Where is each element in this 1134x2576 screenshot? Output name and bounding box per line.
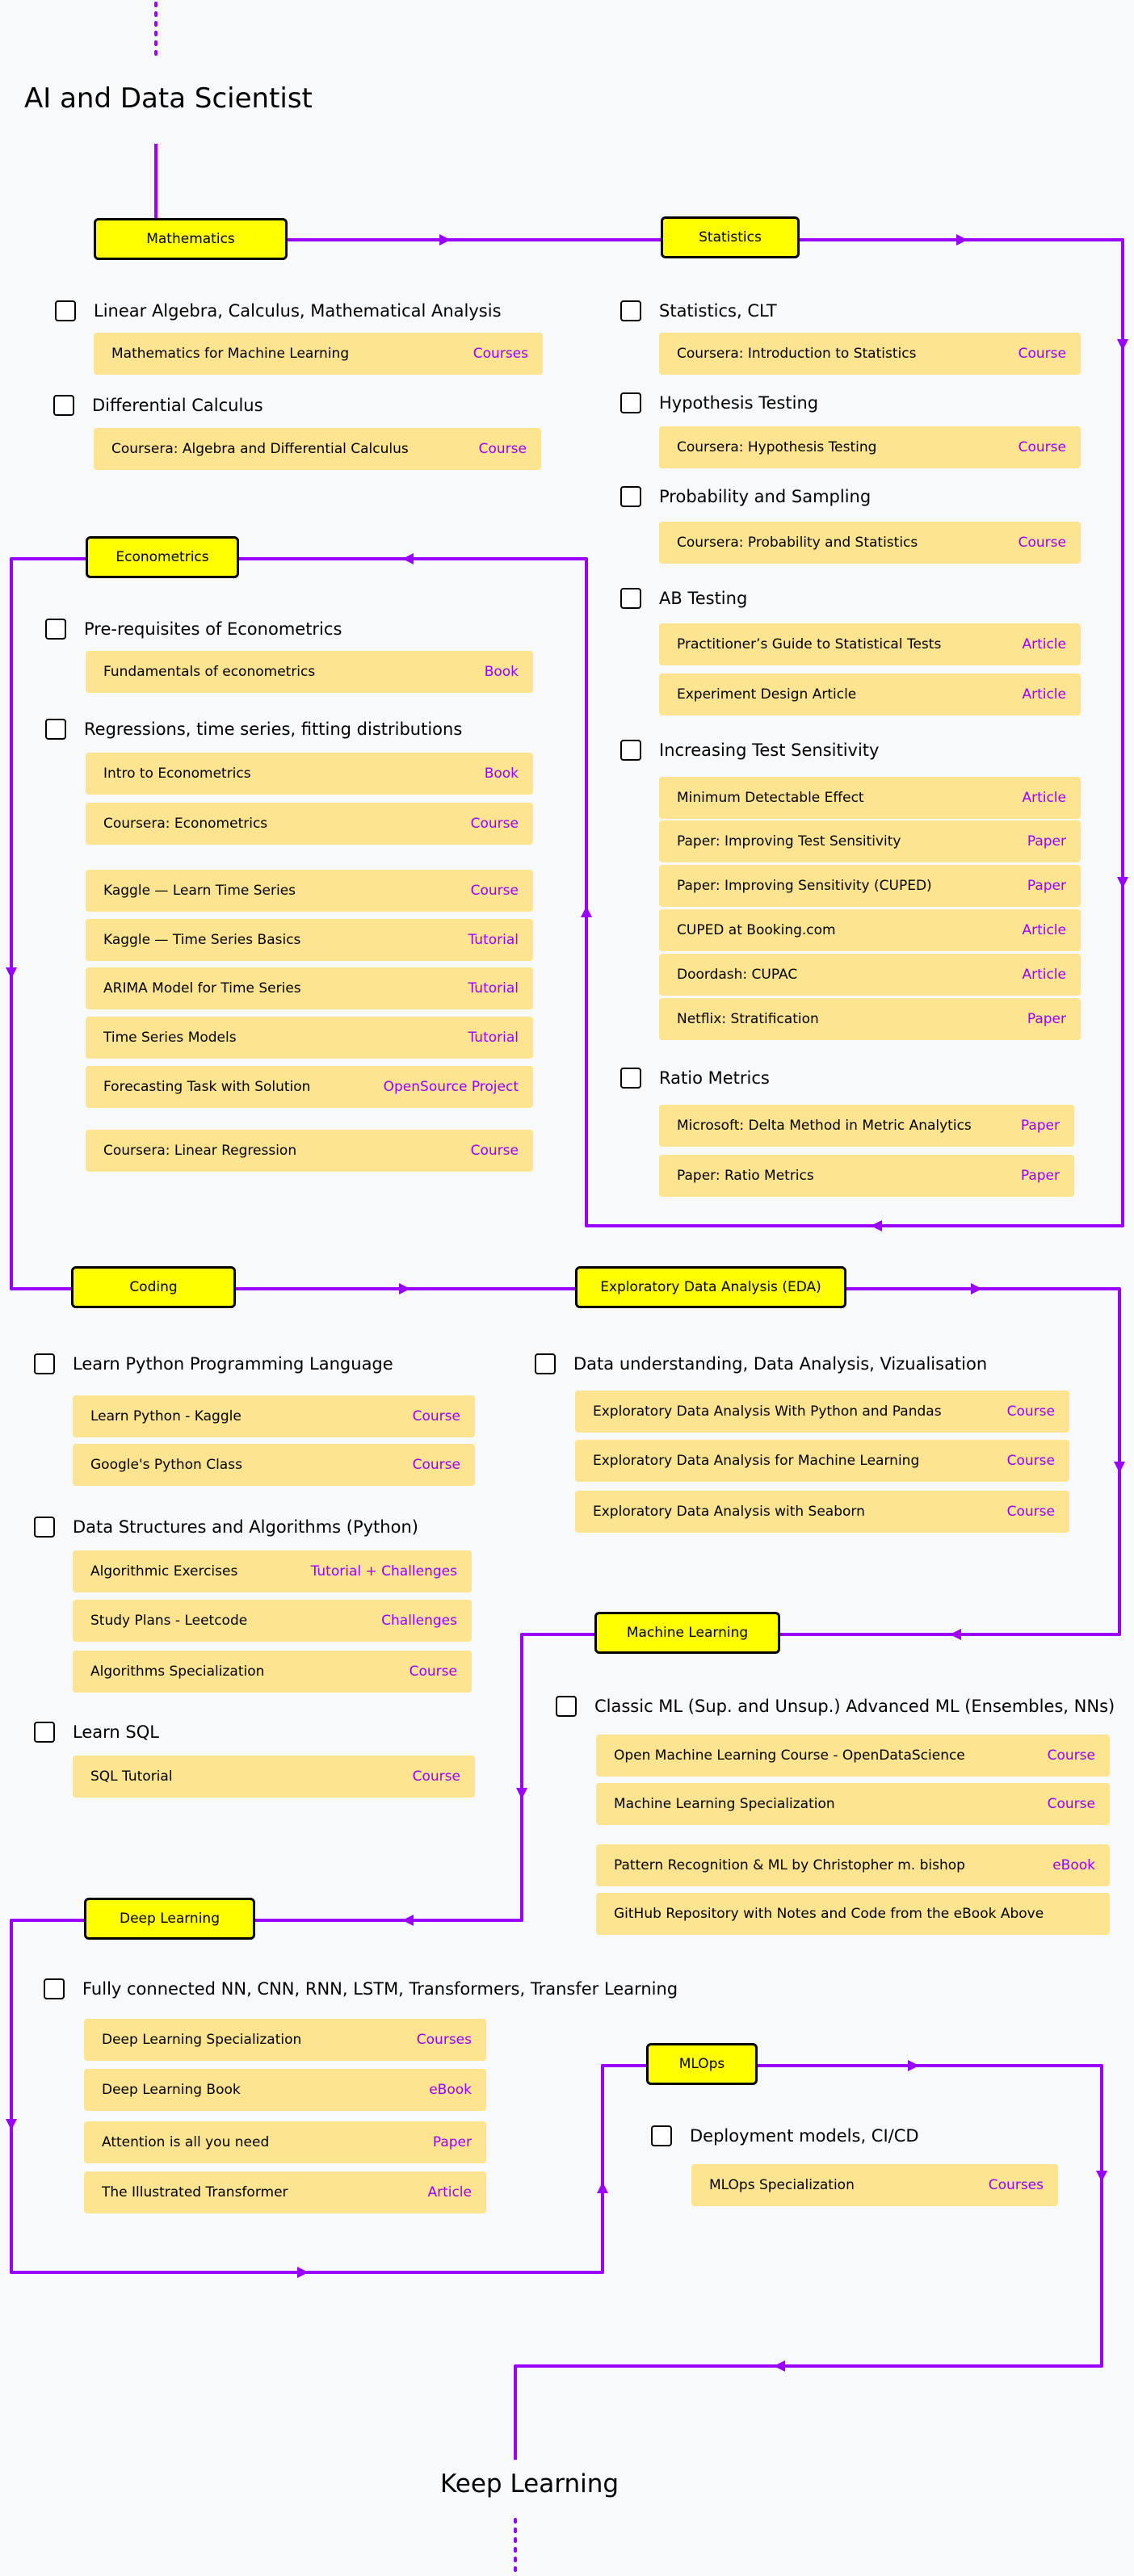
- resource-title: CUPED at Booking.com: [677, 922, 836, 938]
- resource-card[interactable]: [86, 803, 533, 845]
- resource-card[interactable]: [86, 870, 533, 912]
- resource-card[interactable]: [73, 1600, 472, 1642]
- topic-statistics-clt: [620, 297, 777, 325]
- resource-title: Paper: Improving Test Sensitivity: [677, 833, 901, 850]
- resource-card[interactable]: [596, 1844, 1110, 1886]
- resource-title: Coursera: Linear Regression: [103, 1143, 297, 1159]
- topic-label: Learn SQL: [73, 1722, 159, 1742]
- resource-title: Coursera: Econometrics: [103, 816, 268, 832]
- resource-title: Minimum Detectable Effect: [677, 790, 864, 806]
- resource-title: Exploratory Data Analysis With Python and Pandas: [593, 1403, 942, 1420]
- topic-label: AB Testing: [659, 589, 748, 608]
- resource-title: Exploratory Data Analysis with Seaborn: [593, 1504, 865, 1520]
- resource-card[interactable]: [84, 2171, 486, 2213]
- topic-checkbox[interactable]: [45, 619, 66, 640]
- resource-card[interactable]: [94, 428, 541, 470]
- resource-type: Book: [484, 766, 519, 782]
- topic-checkbox[interactable]: [34, 1353, 55, 1374]
- resource-title: Exploratory Data Analysis for Machine Learning: [593, 1453, 920, 1469]
- topic-label: Data understanding, Data Analysis, Vizualisation: [573, 1354, 988, 1374]
- resource-type: Course: [412, 1457, 460, 1473]
- topic-label: Hypothesis Testing: [659, 393, 819, 413]
- resource-title: Microsoft: Delta Method in Metric Analytics: [677, 1118, 972, 1134]
- resource-type: Paper: [1020, 1168, 1060, 1184]
- resource-title: The Illustrated Transformer: [102, 2184, 288, 2201]
- resource-title: Algorithmic Exercises: [90, 1563, 238, 1580]
- topic-checkbox[interactable]: [620, 392, 641, 413]
- topic-label: Learn Python Programming Language: [73, 1354, 393, 1374]
- resource-type: Course: [409, 1663, 457, 1680]
- topic-checkbox[interactable]: [535, 1353, 556, 1374]
- footer-text: Keep Learning: [440, 2469, 620, 2498]
- resource-title: Attention is all you need: [102, 2134, 270, 2150]
- resource-card[interactable]: [659, 909, 1081, 951]
- topic-probability-sampling: [620, 483, 871, 510]
- topic-ab-testing: [620, 585, 747, 612]
- resource-type: OpenSource Project: [383, 1079, 519, 1095]
- resource-title: Google's Python Class: [90, 1457, 242, 1473]
- resource-title: Intro to Econometrics: [103, 766, 251, 782]
- resource-card[interactable]: [596, 1893, 1110, 1935]
- resource-type: Course: [1006, 1403, 1055, 1420]
- resource-type: eBook: [1052, 1857, 1095, 1873]
- resource-card[interactable]: [659, 673, 1081, 715]
- resource-card[interactable]: [86, 967, 533, 1009]
- topic-ratio-metrics: [620, 1064, 770, 1092]
- topic-checkbox[interactable]: [620, 1068, 641, 1089]
- resource-title: Coursera: Introduction to Statistics: [677, 346, 917, 362]
- resource-title: Practitioner’s Guide to Statistical Tests: [677, 636, 942, 652]
- resource-card[interactable]: [659, 623, 1081, 665]
- resource-title: Experiment Design Article: [677, 686, 857, 703]
- resource-card[interactable]: [659, 820, 1081, 862]
- resource-type: Paper: [1027, 878, 1066, 894]
- resource-type: Courses: [988, 2177, 1044, 2193]
- resource-card[interactable]: [659, 777, 1081, 819]
- topic-label: Statistics, CLT: [659, 301, 777, 321]
- resource-type: Course: [1018, 346, 1066, 362]
- deep-learning-header: Deep Learning: [84, 1898, 255, 1940]
- resource-title: Deep Learning Book: [102, 2082, 241, 2098]
- topic-regressions: [45, 715, 462, 743]
- topic-label: Differential Calculus: [92, 396, 263, 415]
- topic-label: Deployment models, CI/CD: [690, 2126, 919, 2146]
- resource-type: Course: [1006, 1453, 1055, 1469]
- resource-type: Article: [1022, 636, 1066, 652]
- resource-title: Machine Learning Specialization: [614, 1796, 835, 1812]
- topic-checkbox[interactable]: [651, 2125, 672, 2146]
- topic-linear-algebra: [55, 297, 502, 325]
- resource-card[interactable]: [73, 1444, 475, 1486]
- topic-checkbox[interactable]: [55, 300, 76, 321]
- statistics-header: Statistics: [661, 216, 800, 258]
- resource-type: Article: [427, 2184, 472, 2201]
- resource-type: Course: [1018, 439, 1066, 455]
- resource-type: Course: [412, 1408, 460, 1424]
- resource-type: Course: [1006, 1504, 1055, 1520]
- topic-checkbox[interactable]: [34, 1517, 55, 1538]
- resource-type: Article: [1022, 790, 1066, 806]
- resource-type: Paper: [432, 2134, 472, 2150]
- resource-type: Article: [1022, 967, 1066, 983]
- topic-checkbox[interactable]: [45, 719, 66, 740]
- mathematics-header: Mathematics: [94, 218, 288, 260]
- resource-type: Course: [412, 1768, 460, 1785]
- page-title: AI and Data Scientist: [24, 82, 313, 115]
- resource-title: Algorithms Specialization: [90, 1663, 265, 1680]
- topic-classic-ml: [556, 1693, 1115, 1720]
- resource-title: Deep Learning Specialization: [102, 2032, 302, 2048]
- topic-data-understanding: [535, 1350, 987, 1378]
- resource-type: Course: [478, 441, 527, 457]
- topic-checkbox[interactable]: [53, 395, 74, 416]
- resource-card[interactable]: [691, 2164, 1058, 2206]
- resource-card[interactable]: [94, 333, 543, 375]
- resource-type: Course: [470, 1143, 519, 1159]
- topic-label: Fully connected NN, CNN, RNN, LSTM, Transformers, Transfer Learning: [82, 1979, 678, 1999]
- resource-title: Fundamentals of econometrics: [103, 664, 316, 680]
- resource-type: Tutorial: [468, 932, 519, 948]
- topic-learn-sql: [34, 1718, 159, 1746]
- resource-type: Article: [1022, 922, 1066, 938]
- resource-card[interactable]: [659, 865, 1081, 907]
- resource-card[interactable]: [659, 1155, 1074, 1197]
- topic-label: Classic ML (Sup. and Unsup.) Advanced ML (Ensembles, NNs): [594, 1697, 1115, 1716]
- mlops-header: MLOps: [646, 2043, 758, 2085]
- topic-label: Increasing Test Sensitivity: [659, 740, 880, 760]
- topic-label: Ratio Metrics: [659, 1068, 770, 1088]
- eda-header: Exploratory Data Analysis (EDA): [575, 1266, 846, 1308]
- resource-title: ARIMA Model for Time Series: [103, 980, 301, 996]
- resource-type: Course: [470, 883, 519, 899]
- resource-type: Courses: [472, 346, 528, 362]
- topic-econometrics-prereqs: [45, 615, 342, 643]
- resource-title: SQL Tutorial: [90, 1768, 173, 1785]
- resource-card[interactable]: [86, 919, 533, 961]
- resource-title: GitHub Repository with Notes and Code from the eBook Above: [614, 1906, 1044, 1922]
- resource-title: Paper: Ratio Metrics: [677, 1168, 814, 1184]
- resource-card[interactable]: [575, 1391, 1069, 1433]
- topic-data-structures: [34, 1513, 418, 1541]
- topic-label: Pre-requisites of Econometrics: [84, 619, 342, 639]
- coding-header: Coding: [71, 1266, 236, 1308]
- resource-card[interactable]: [86, 753, 533, 795]
- topic-hypothesis-testing: [620, 389, 818, 417]
- resource-card[interactable]: [659, 522, 1081, 564]
- resource-card[interactable]: [596, 1735, 1110, 1777]
- topic-checkbox[interactable]: [556, 1696, 577, 1717]
- resource-card[interactable]: [86, 1130, 533, 1172]
- topic-checkbox[interactable]: [620, 300, 641, 321]
- resource-type: Book: [484, 664, 519, 680]
- topic-checkbox[interactable]: [620, 740, 641, 761]
- resource-type: Courses: [416, 2032, 472, 2048]
- resource-title: MLOps Specialization: [709, 2177, 855, 2193]
- resource-type: Paper: [1027, 1011, 1066, 1027]
- resource-type: Tutorial: [468, 980, 519, 996]
- resource-card[interactable]: [86, 1017, 533, 1059]
- topic-learn-python: [34, 1350, 393, 1378]
- resource-title: Coursera: Hypothesis Testing: [677, 439, 877, 455]
- resource-type: Article: [1022, 686, 1066, 703]
- resource-type: Tutorial: [468, 1030, 519, 1046]
- resource-card[interactable]: [73, 1550, 472, 1592]
- resource-type: Course: [1047, 1796, 1095, 1812]
- resource-type: Challenges: [381, 1613, 457, 1629]
- resource-card[interactable]: [86, 1066, 533, 1108]
- machine-learning-header: Machine Learning: [594, 1612, 780, 1654]
- topic-label: Linear Algebra, Calculus, Mathematical Analysis: [94, 301, 502, 321]
- resource-card[interactable]: [659, 1105, 1074, 1147]
- resource-card[interactable]: [73, 1756, 475, 1798]
- resource-type: Tutorial + Challenges: [310, 1563, 457, 1580]
- resource-card[interactable]: [84, 2019, 486, 2061]
- topic-deployment: [651, 2122, 919, 2150]
- resource-type: Paper: [1020, 1118, 1060, 1134]
- resource-card[interactable]: [73, 1651, 472, 1693]
- resource-card[interactable]: [659, 954, 1081, 996]
- topic-label: Regressions, time series, fitting distributions: [84, 720, 463, 739]
- resource-card[interactable]: [659, 426, 1081, 468]
- resource-type: eBook: [429, 2082, 472, 2098]
- resource-card[interactable]: [73, 1395, 475, 1437]
- topic-checkbox[interactable]: [620, 486, 641, 507]
- topic-test-sensitivity: [620, 736, 879, 764]
- topic-checkbox[interactable]: [44, 1978, 65, 1999]
- resource-card[interactable]: [575, 1491, 1069, 1533]
- connector-econ-to-coding: [11, 559, 86, 1289]
- resource-type: Course: [1047, 1747, 1095, 1764]
- topic-checkbox[interactable]: [620, 588, 641, 609]
- resource-title: Time Series Models: [103, 1030, 237, 1046]
- resource-card[interactable]: [659, 998, 1081, 1040]
- resource-title: Kaggle — Learn Time Series: [103, 883, 296, 899]
- topic-differential-calculus: [53, 392, 263, 419]
- resource-title: Learn Python - Kaggle: [90, 1408, 242, 1424]
- resource-title: Paper: Improving Sensitivity (CUPED): [677, 878, 932, 894]
- resource-card[interactable]: [84, 2069, 486, 2111]
- topic-checkbox[interactable]: [34, 1722, 55, 1743]
- resource-title: Study Plans - Leetcode: [90, 1613, 248, 1629]
- resource-type: Course: [1018, 535, 1066, 551]
- resource-title: Coursera: Probability and Statistics: [677, 535, 918, 551]
- topic-label: Data Structures and Algorithms (Python): [73, 1517, 418, 1537]
- resource-title: Netflix: Stratification: [677, 1011, 819, 1027]
- resource-title: Open Machine Learning Course - OpenDataScience: [614, 1747, 965, 1764]
- resource-title: Pattern Recognition & ML by Christopher m. bishop: [614, 1857, 965, 1873]
- resource-card[interactable]: [596, 1783, 1110, 1825]
- resource-type: Paper: [1027, 833, 1066, 850]
- resource-type: Course: [470, 816, 519, 832]
- topic-label: Probability and Sampling: [659, 487, 872, 506]
- resource-title: Kaggle — Time Series Basics: [103, 932, 301, 948]
- resource-card[interactable]: [86, 651, 533, 693]
- resource-card[interactable]: [575, 1440, 1069, 1482]
- resource-card[interactable]: [659, 333, 1081, 375]
- resource-card[interactable]: [84, 2121, 486, 2163]
- resource-title: Doordash: CUPAC: [677, 967, 798, 983]
- resource-title: Forecasting Task with Solution: [103, 1079, 311, 1095]
- resource-title: Coursera: Algebra and Differential Calculus: [111, 441, 409, 457]
- econometrics-header: Econometrics: [86, 536, 239, 578]
- resource-title: Mathematics for Machine Learning: [111, 346, 350, 362]
- topic-neural-networks: [44, 1975, 678, 2003]
